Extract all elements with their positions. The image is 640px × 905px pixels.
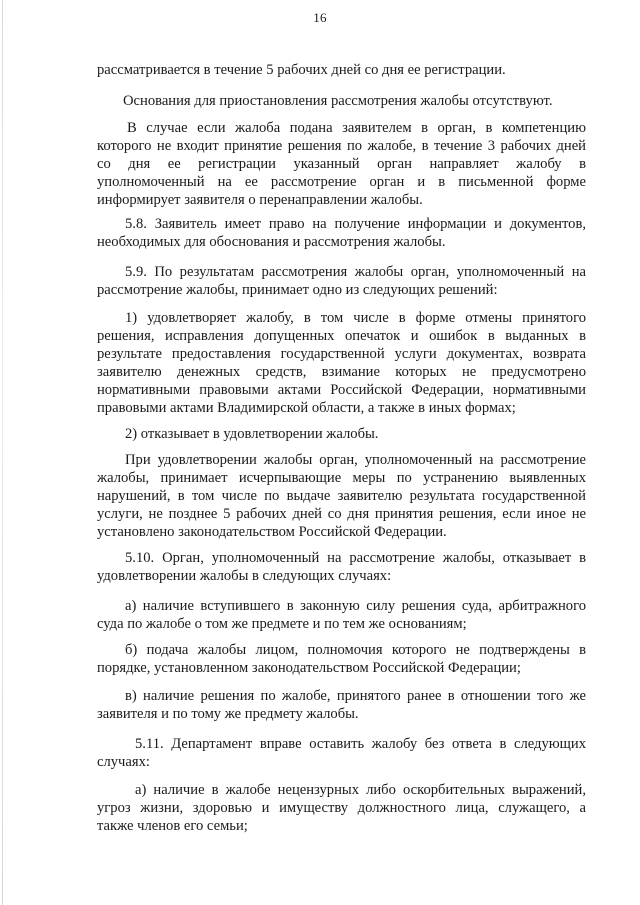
text-line: Основания для приостановления рассмотрения жалобы отсутствуют. [123, 93, 553, 109]
text-line: результате предоставления государственной услуги документах, возврата [97, 346, 586, 362]
text-line: суда по жалобе о том же предмете и по тем же основаниям; [97, 616, 467, 632]
text-line: В случае если жалоба подана заявителем в орган, в компетенцию [127, 120, 586, 136]
text-line: уполномоченный на ее рассмотрение орган и в письменной форме [97, 174, 586, 190]
text-line: угроз жизни, здоровью и имуществу должностного лица, служащего, а [97, 800, 586, 816]
text-line: решения, исправления допущенных опечаток и ошибок в выданных в [97, 328, 586, 344]
text-line: 5.11. Департамент вправе оставить жалобу без ответа в следующих [135, 736, 586, 752]
text-line: 1) удовлетворяет жалобу, в том числе в форме отмены принятого [125, 310, 586, 326]
text-line: жалобы, принимает исчерпывающие меры по устранению выявленных [97, 470, 586, 486]
text-line: б) подача жалобы лицом, полномочия которого не подтверждены в [125, 642, 586, 658]
text-line: рассмотрение жалобы, принимает одно из следующих решений: [97, 282, 498, 298]
text-line: также членов его семьи; [97, 818, 248, 834]
text-line: заявителю денежных средств, взимание которых не предусмотрено [97, 364, 586, 380]
text-line: информирует заявителя о перенаправлении жалобы. [97, 192, 423, 208]
text-line: 5.10. Орган, уполномоченный на рассмотрение жалобы, отказывает в [125, 550, 586, 566]
text-line: со дня ее регистрации указанный орган направляет жалобу в [97, 156, 586, 172]
text-line: правовыми актами Владимирской области, а также в иных формах; [97, 400, 516, 416]
text-line: а) наличие вступившего в законную силу решения суда, арбитражного [125, 598, 586, 614]
text-line: заявителя и по тому же предмету жалобы. [97, 706, 359, 722]
page-number: 16 [313, 10, 327, 25]
text-line: случаях: [97, 754, 150, 770]
text-line: При удовлетворении жалобы орган, уполномоченный на рассмотрение [125, 452, 586, 468]
text-line: нормативными правовыми актами Российской Федерации, нормативными [97, 382, 586, 398]
scan-edge [2, 0, 3, 905]
text-line: услуги, не позднее 5 рабочих дней со дня принятия решения, если иное не [97, 506, 586, 522]
text-line: рассматривается в течение 5 рабочих дней со дня ее регистрации. [97, 62, 506, 78]
text-line: установлено законодательством Российской Федерации. [97, 524, 447, 540]
text-line: необходимых для обоснования и рассмотрения жалобы. [97, 234, 446, 250]
text-line: удовлетворении жалобы в следующих случаях: [97, 568, 392, 584]
text-line: 2) отказывает в удовлетворении жалобы. [125, 426, 379, 442]
text-line: 5.8. Заявитель имеет право на получение информации и документов, [125, 216, 586, 232]
text-line: а) наличие в жалобе нецензурных либо оскорбительных выражений, [135, 782, 586, 798]
text-line: 5.9. По результатам рассмотрения жалобы орган, уполномоченный на [125, 264, 586, 280]
text-line: в) наличие решения по жалобе, принятого ранее в отношении того же [125, 688, 586, 704]
text-line: порядке, установленном законодательством Российской Федерации; [97, 660, 521, 676]
text-line: которого не входит принятие решения по жалобе, в течение 3 рабочих дней [97, 138, 586, 154]
text-line: нарушений, в том числе по выдаче заявителю результата государственной [97, 488, 586, 504]
